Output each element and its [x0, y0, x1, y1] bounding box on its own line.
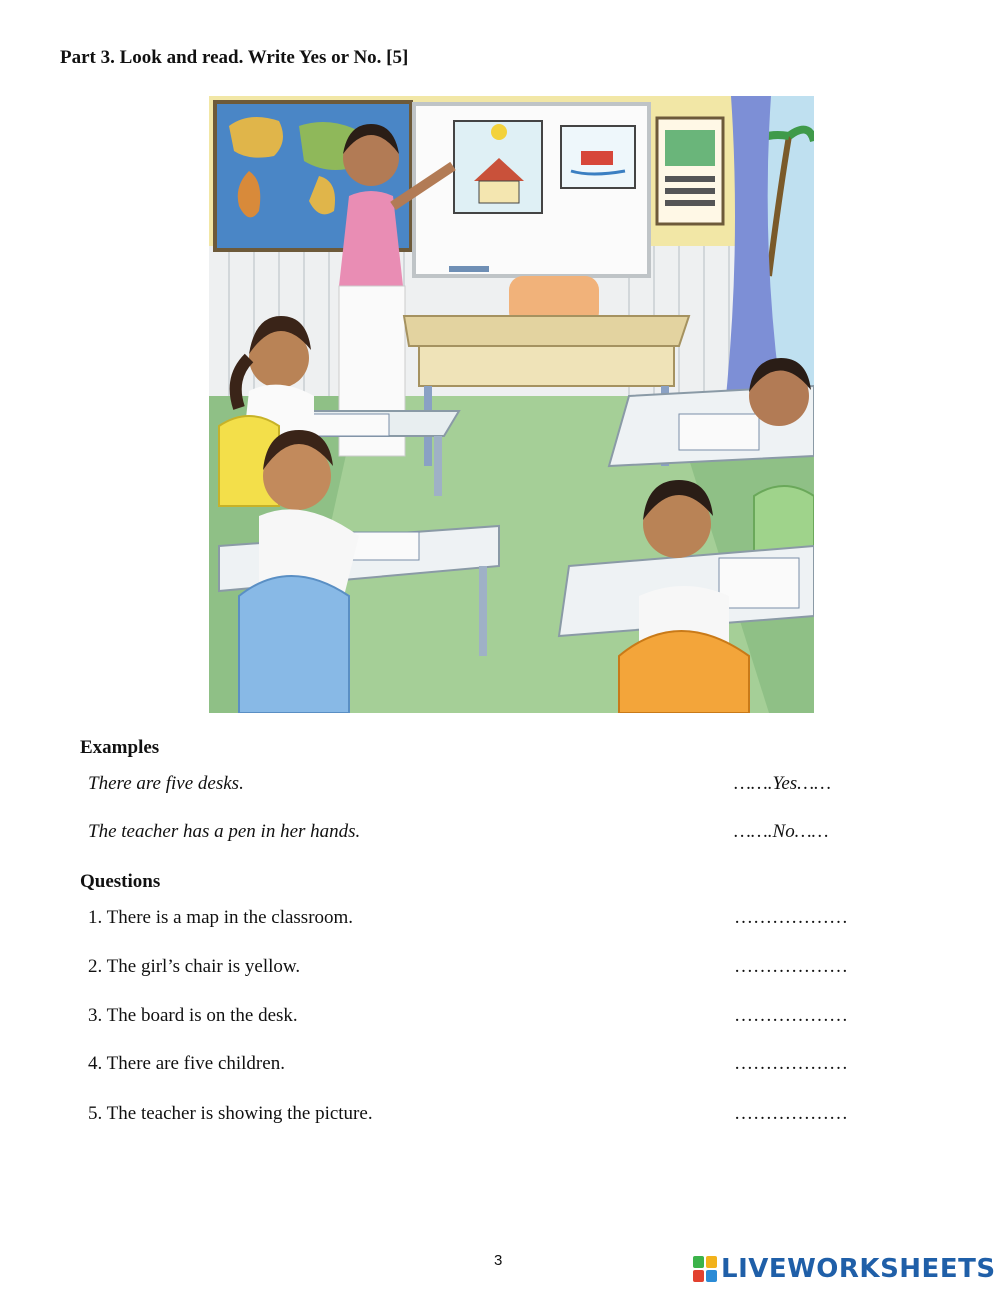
page-title: Part 3. Look and read. Write Yes or No. [5]: [60, 47, 409, 68]
question-statement: 1. There is a map in the classroom.: [88, 907, 354, 928]
example-row: [88, 821, 878, 847]
question-row: [88, 1053, 878, 1079]
question-row: [88, 956, 878, 982]
brand-name: LIVEWORKSHEETS: [721, 1254, 996, 1284]
example-statement: The teacher has a pen in her hands.: [88, 821, 361, 842]
answer-blank[interactable]: ………………: [734, 956, 848, 977]
example-answer: …….No……: [734, 821, 829, 842]
example-row: [88, 773, 878, 799]
question-row: [88, 1103, 878, 1129]
classroom-illustration: [209, 96, 814, 713]
question-row: [88, 1005, 878, 1031]
question-row: [88, 907, 878, 933]
examples-label: Examples: [80, 737, 160, 758]
answer-blank[interactable]: ………………: [734, 1103, 848, 1124]
example-answer: …….Yes……: [734, 773, 831, 794]
liveworksheets-icon: [693, 1256, 717, 1282]
example-statement: There are five desks.: [88, 773, 244, 794]
answer-blank[interactable]: ………………: [734, 1005, 848, 1026]
question-statement: 4. There are five children.: [88, 1053, 285, 1074]
answer-blank[interactable]: ………………: [734, 907, 848, 928]
brand-logo: [693, 1254, 996, 1284]
answer-blank[interactable]: ………………: [734, 1053, 848, 1074]
page-number: 3: [494, 1252, 503, 1269]
question-statement: 3. The board is on the desk.: [88, 1005, 298, 1026]
questions-label: Questions: [80, 871, 161, 892]
question-statement: 5. The teacher is showing the picture.: [88, 1103, 373, 1124]
question-statement: 2. The girl’s chair is yellow.: [88, 956, 301, 977]
